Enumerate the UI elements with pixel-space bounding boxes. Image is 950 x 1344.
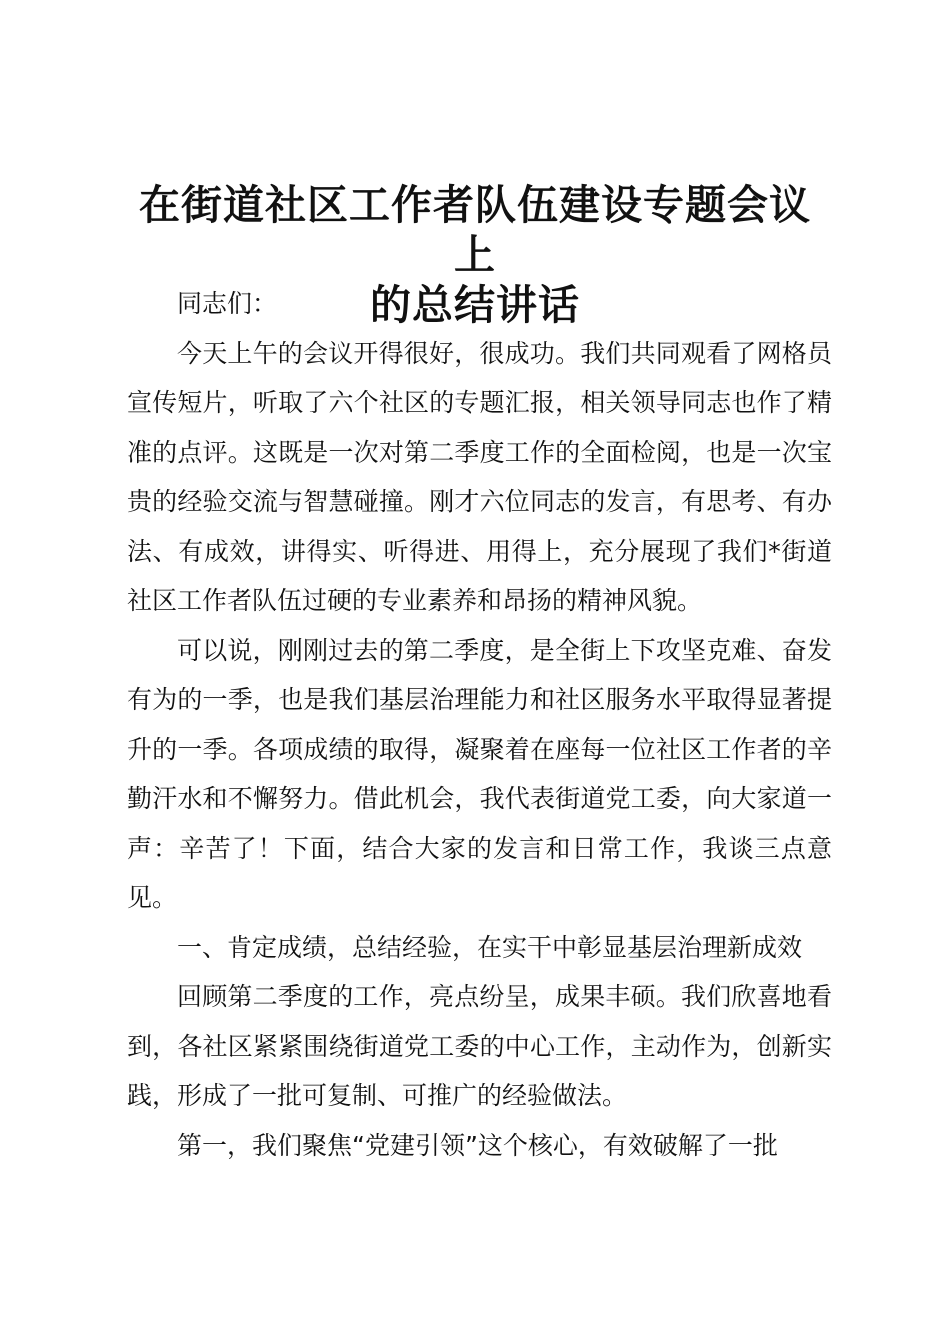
body-paragraph: 回顾第二季度的工作，亮点纷呈，成果丰硕。我们欣喜地看到，各社区紧紧围绕街道党工委的中心工作，主动作为，创新实践，形成了一批可复制、可推广的经验做法。 (127, 982, 832, 1110)
document-body (127, 279, 832, 1170)
salutation-paragraph: 同志们： (177, 289, 278, 318)
body-paragraph: 可以说，刚刚过去的第二季度，是全街上下攻坚克难、奋发有为的一季，也是我们基层治理能力和社区服务水平取得显著提升的一季。各项成绩的取得，凝聚着在座每一位社区工作者的辛勤汗水和不懈努力。借此机会，我代表街道党工委，向大家道一声：辛苦了！下面，结合大家的发言和日常工作，我谈三点意见。 (127, 635, 832, 912)
body-paragraph: 第一，我们聚焦“党建引领”这个核心，有效破解了一批 (177, 1130, 778, 1160)
title-line-2: 的总结讲话 (370, 281, 580, 329)
title-line-1: 在街道社区工作者队伍建设专题会议上 (139, 181, 811, 279)
body-paragraph: 今天上午的会议开得很好，很成功。我们共同观看了网格员宣传短片，听取了六个社区的专题汇报，相关领导同志也作了精准的点评。这既是一次对第二季度工作的全面检阅，也是一次宝贵的经验交流与智慧碰撞。刚才六位同志的发言，有思考、有办法、有成效，讲得实、听得进、用得上，充分展现了我们*街道社区工作者队伍过硬的专业素养和昂扬的精神风貌。 (127, 338, 832, 615)
section-heading: 一、肯定成绩，总结经验，在实干中彰显基层治理新成效 (177, 932, 803, 962)
